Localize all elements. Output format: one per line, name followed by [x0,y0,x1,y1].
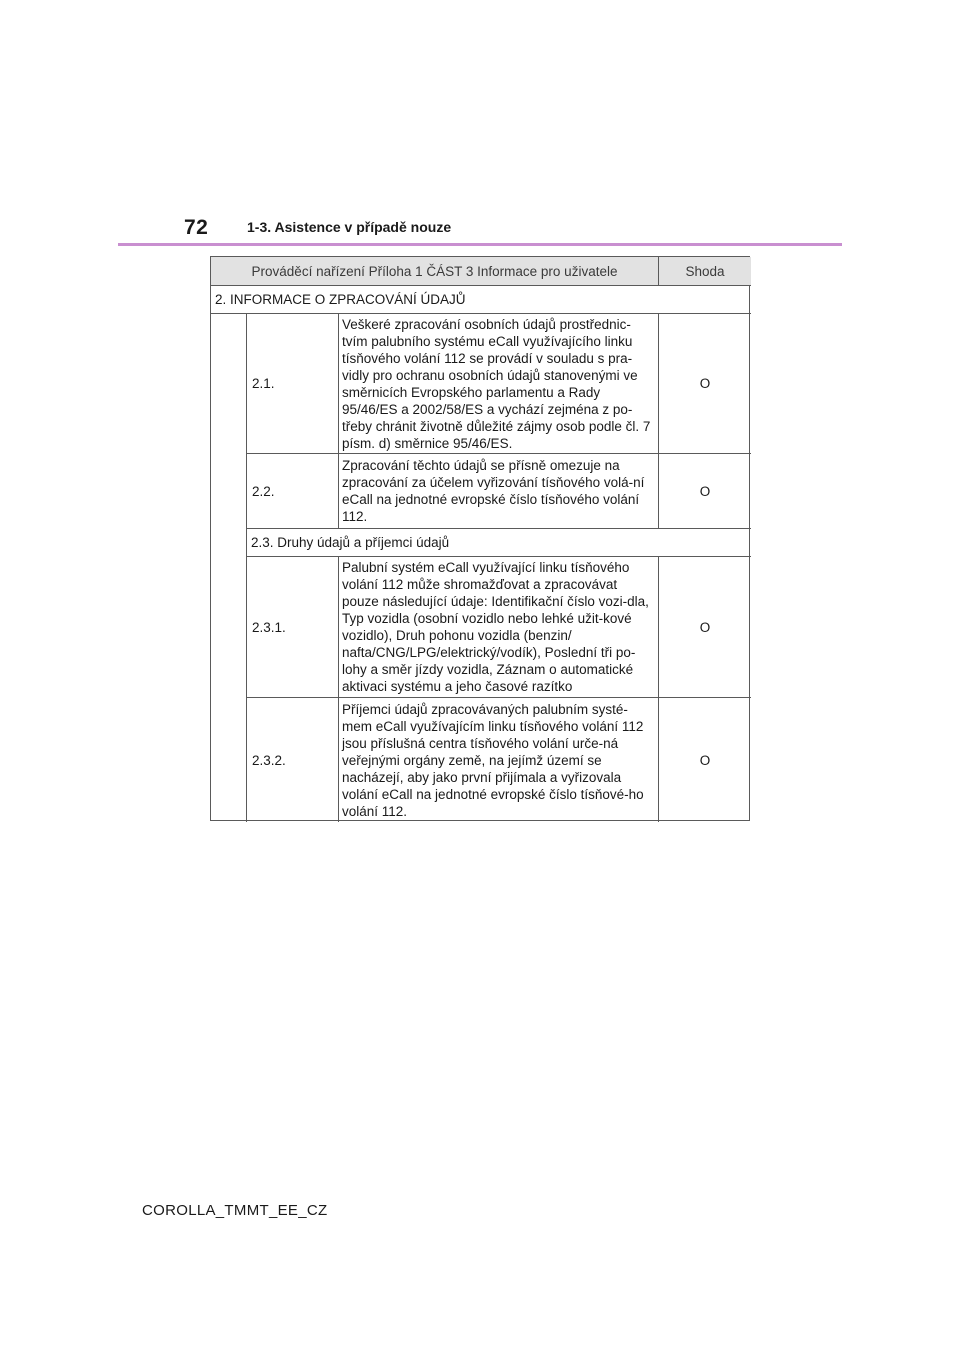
column-header-description: Prováděcí nařízení Příloha 1 ČÁST 3 Informace pro uživatele [211,257,659,286]
row-text: Zpracování těchto údajů se přísně omezuje na zpracování za účelem vyřizování tísňového volá-ní eCall na jednotné evropské číslo tísňového volání 112. [339,454,659,529]
row-text: Veškeré zpracování osobních údajů prostřednic-tvím palubního systému eCall využívajícího linku tísňového volání 112 se provádí v souladu s pra-vidly pro ochranu osobních údajů stanovenými ve směrnicích Evropského parlamentu a Rady 95/46/ES a 2002/58/ES a vychází zejména z po-třeby chránit životně důležité zájmy osob podle čl. 7 písm. d) směrnice 95/46/ES. [339,314,659,454]
row-text: Příjemci údajů zpracovávaných palubním systé-mem eCall využívajícím linku tísňového volání 112 jsou příslušná centra tísňového volání urče-ná veřejnými orgány země, na jejímž území se nacházejí, aby jako první přijímala a vyřizovala volání eCall na jednotné evropské číslo tísňové-ho volání 112. [339,698,659,822]
row-compliance: O [659,314,751,454]
section-title: 1-3. Asistence v případě nouze [247,219,452,235]
subsection-heading: 2.3. Druhy údajů a příjemci údajů [247,529,751,557]
row-number: 2.1. [247,314,339,454]
row-text: Palubní systém eCall využívající linku tísňového volání 112 může shromažďovat a zpracovávat pouze následující údaje: Identifikační číslo vozi-dla, Typ vozidla (osobní vozidlo nebo lehké užit-kové vozidlo), Druh pohonu vozidla (benzin/ nafta/CNG/LPG/elektrický/vodík), Poslední tři po-lohy a směr jízdy vozidla, Záznam o automatické aktivaci systému a jeho časové razítko [339,557,659,698]
section-heading: 2. INFORMACE O ZPRACOVÁNÍ ÚDAJŮ [211,286,751,314]
footer-doc-code: COROLLA_TMMT_EE_CZ [142,1202,328,1219]
column-header-compliance: Shoda [659,257,751,286]
compliance-table [210,256,750,821]
row-compliance: O [659,454,751,529]
row-number: 2.3.2. [247,698,339,822]
indent-cell [211,314,247,822]
row-compliance: O [699,752,711,768]
row-number: 2.2. [247,454,339,529]
header-rule [118,243,842,246]
row-number: 2.3.1. [247,557,339,698]
page-number: 72 [184,216,209,239]
row-compliance: O [659,557,751,698]
